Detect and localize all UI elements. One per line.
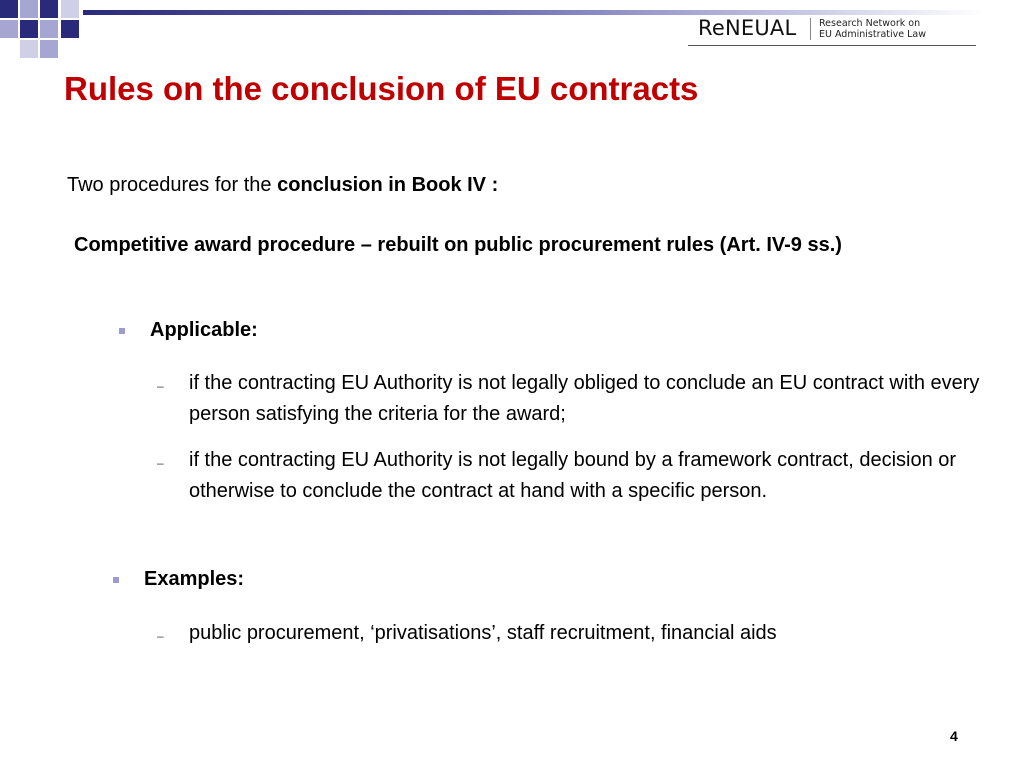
examples-label: Examples:: [144, 568, 245, 590]
decor-square: [20, 20, 38, 38]
decor-square: [20, 0, 38, 18]
logo-divider: [810, 18, 811, 40]
page-number: 4: [950, 728, 958, 744]
decor-square: [20, 40, 38, 58]
decor-square: [0, 20, 18, 38]
intro-bold: conclusion in Book IV :: [277, 174, 499, 196]
applicable-label: Applicable:: [150, 319, 258, 341]
bullet-square-icon: [119, 328, 125, 334]
intro-text: Two procedures for the: [67, 174, 278, 196]
dash-bullet-icon: –: [157, 379, 164, 393]
applicable-item: if the contracting EU Authority is not legally obliged to conclude an EU contract with every person satisfying the criteria for the award;: [189, 372, 980, 425]
logo-text: ReNEUAL: [698, 16, 797, 40]
applicable-item: if the contracting EU Authority is not legally bound by a framework contract, decision or otherwise to conclude the contract at hand with a specific person.: [189, 449, 957, 502]
logo-subtitle: [819, 18, 926, 40]
dash-bullet-icon: –: [157, 629, 164, 643]
header-gradient-bar: [83, 10, 983, 15]
reneual-logo: [688, 16, 976, 46]
decor-square: [61, 20, 79, 38]
logo-subtitle-line2: EU Administrative Law: [819, 29, 927, 40]
decor-square: [61, 0, 79, 18]
decor-square: [40, 20, 58, 38]
slide-title: Rules on the conclusion of EU contracts: [64, 70, 699, 107]
bullet-square-icon: [113, 577, 119, 583]
intro-line: [67, 174, 498, 197]
logo-underline: [688, 45, 976, 46]
decor-square: [0, 0, 18, 18]
decor-square: [40, 40, 58, 58]
logo-subtitle-line1: Research Network on: [819, 18, 921, 29]
examples-item: public procurement, ‘privatisations’, staff recruitment, financial aids: [189, 622, 777, 644]
competitive-procedure-heading: Competitive award procedure – rebuilt on public procurement rules (Art. IV-9 ss.): [74, 234, 842, 256]
decor-square: [40, 0, 58, 18]
dash-bullet-icon: –: [157, 456, 164, 470]
